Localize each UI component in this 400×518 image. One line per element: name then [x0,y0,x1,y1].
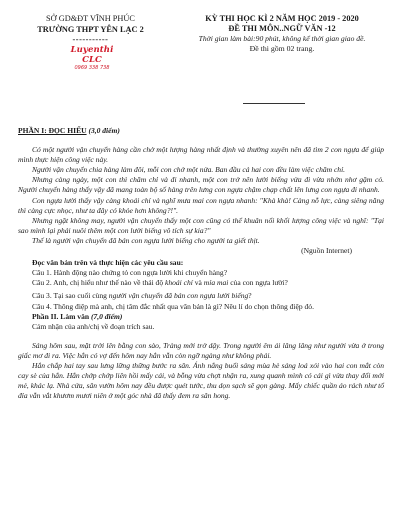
question-2 [18,278,384,288]
exam-body [18,126,384,401]
question-2-text: của con ngựa lười? [230,278,288,288]
department-name: SỞ GD&ĐT VĨNH PHÚC [46,14,135,23]
part1-heading [18,126,384,136]
passage-source: (Nguồn Internet) [301,246,352,256]
question-1: Câu 1. Hành động nào chứng tỏ con ngựa lười khi chuyển hàng? [32,268,228,278]
exam-time: Thời gian làm bài:90 phút, không kể thời gian giao đề. [198,34,366,43]
question-2-emphasis: mỉa mai [203,278,229,288]
logo-brand-text: Luyenthi CLC [70,45,114,65]
header-left [18,13,163,44]
writing-instruction: Cảm nhận của anh/chị về đoạn trích sau. [32,321,155,331]
question-3 [18,291,384,301]
reading-paragraph: Người vận chuyển chia hàng làm đôi, mỗi con chở một nửa. Ban đầu cả hai con đều làm việc chăm chỉ. [32,165,346,175]
part1-score: (3,0 điểm) [88,126,120,135]
logo-phone-text: 0969 338 738 [74,65,110,71]
part2-heading [18,312,384,322]
reading-paragraph: Con ngựa lười thấy vậy càng khoái chí và nghĩ mưa mai con ngựa nhanh: "Khà khà! Càng nỗ lực, càng siêng năng thì càng cực nhọc, như ta đây có khỏe hơn không?!". [18,195,384,215]
question-4: Câu 4. Thông điệp mà anh, chị tâm đắc nhất qua văn bản là gì? Nêu lí do chọn thông điệp đó. [32,301,314,311]
part2-score: (7,0 điểm) [90,311,123,321]
question-3-text: ? [248,291,252,301]
question-2-emphasis: khoái chí [165,278,193,288]
exam-subject: ĐỀ THI MÔN..NGỮ VĂN -12 [228,24,336,33]
school-name: TRƯỜNG THPT YÊN LẠC 2 [37,25,144,34]
excerpt-paragraph: Sáng hôm sau, mặt trời lên bằng con sào, Tràng mới trở dậy. Trong người êm ái lâng lâng như người vừa ở trong giấc mơ đi ra. Việc hắn có vợ đến hôm nay hắn vẫn còn ngỡ ngàng như không phải. [18,340,384,360]
header-divider [243,103,305,104]
school-underline: ----------- [72,35,109,44]
question-3-text: Câu 3. Tại sao cuối cùng [32,291,107,301]
reading-instruction: Đọc văn bản trên và thực hiện các yêu cầu sau: [32,258,184,268]
exam-pages: Đề thi gồm 02 trang. [249,44,315,53]
excerpt-paragraph: Hắn chắp hai tay sau lưng lững thững bước ra sân. Ánh nắng buổi sáng mùa hè sáng loá xói vào hai con mắt còn cay sè của hắn. Hắn chớp chớp liên hồi mấy cái, và bỗng vừa chợt nhận ra, xung quanh mình có cái gì vừa thay đổi mới mẻ, khác lạ. Nhà cửa, sân vườn hôm nay đều được quét tước, thu dọn sạch sẽ gọn gàng. Mấy chiếc quần áo rách như tổ đỉa vẫn vắt khươm mươi niên ở một góc nhà đã thấy đem ra sân hong. [18,360,384,401]
brand-watermark-logo [62,45,122,72]
reading-paragraph: Nhưng ngặt không may, người vận chuyển thấy một con cũng có thể khuân nổi khối lượng công việc và nghĩ: "Tại sao mình lại phải nuôi thêm một con lười biếng vô tích sự kia?" [18,215,384,235]
reading-paragraph: Nhưng càng ngày, một con thì chăm chỉ và đi nhanh, một con trở nên lười biếng vừa đi vừa nhởn nhơ gặm cỏ. Người chuyển hàng thấy vậy đã mang toàn bộ số hàng trên lưng con ngựa chậm chạp chất lên lưng con ngựa đi nhanh. [18,175,384,195]
question-2-text: Câu 2. Anh, chị hiểu như thế nào về thái độ [32,278,164,288]
reading-paragraph: Có một người vận chuyển hàng cần chở một lượng hàng nhất định và thường xuyên nên đã tìm 2 con ngựa để giúp mình thực hiện công việc này. [18,145,384,165]
question-3-emphasis: người vận chuyển đã bán con ngựa lười biếng [108,291,249,301]
question-2-text: và [194,278,202,288]
exam-title: KỲ THI HỌC KÌ 2 NĂM HỌC 2019 - 2020 [205,14,359,23]
part1-title: PHẦN I: ĐỌC HIỂU [18,126,87,135]
reading-paragraph: Thế là người vận chuyển đã bán con ngựa lười biếng cho người ta giết thịt. [32,235,260,245]
header-right [182,13,382,54]
part2-title: Phần II. Làm văn [32,311,90,321]
